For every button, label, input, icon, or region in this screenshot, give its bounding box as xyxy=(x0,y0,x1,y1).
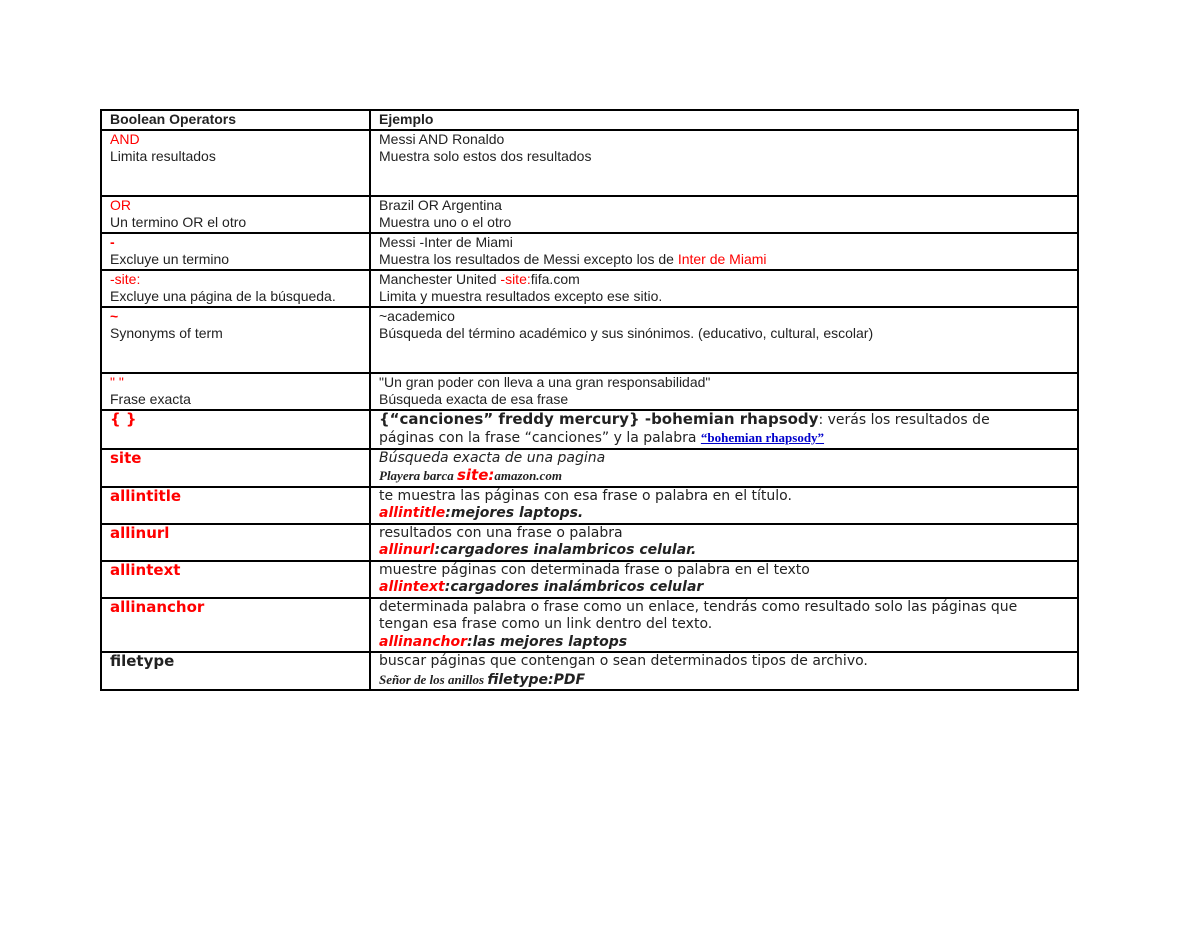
table-row xyxy=(101,487,1078,524)
example-query-op: allinanchor xyxy=(379,633,468,650)
example-cell xyxy=(370,233,1078,270)
example-query-b: filetype:PDF xyxy=(487,671,586,688)
example-cell xyxy=(370,196,1078,233)
operator-cell xyxy=(101,196,370,233)
example-text: muestre páginas con determinada frase o palabra en el texto xyxy=(379,561,810,578)
example-desc xyxy=(379,467,1071,486)
example-text xyxy=(379,411,1071,430)
operator-desc: Synonyms of term xyxy=(110,325,223,341)
example-desc: Muestra uno o el otro xyxy=(379,214,512,230)
example-text: Messi AND Ronaldo xyxy=(379,130,505,147)
header-operators: Boolean Operators xyxy=(101,110,370,130)
operator-cell xyxy=(101,561,370,598)
example-query-op: allintitle xyxy=(379,505,446,521)
operator-cell xyxy=(101,130,370,196)
operator-desc: Excluye un termino xyxy=(110,251,230,267)
example-cell xyxy=(370,598,1078,653)
example-desc: Búsqueda del término académico y sus sinónimos. (educativo, cultural, escolar) xyxy=(379,325,874,341)
example-cell xyxy=(370,652,1078,690)
example-text: "Un gran poder con lleva a una gran responsabilidad" xyxy=(379,373,711,390)
operator-name: allinanchor xyxy=(110,597,205,616)
example-cell xyxy=(370,449,1078,487)
example-desc: Limita y muestra resultados excepto ese sitio. xyxy=(379,288,663,304)
example-text-a: Manchester United xyxy=(379,270,501,287)
example-link[interactable]: “bohemian rhapsody” xyxy=(700,430,825,445)
example-desc xyxy=(379,634,1071,652)
example-text-b: fifa.com xyxy=(530,270,580,287)
example-query-b: :las mejores laptops xyxy=(467,633,628,650)
operator-cell xyxy=(101,410,370,449)
example-cell xyxy=(370,487,1078,524)
example-text: buscar páginas que contengan o sean determinados tipos de archivo. xyxy=(379,653,868,669)
example-desc xyxy=(379,542,1071,560)
operator-name: AND xyxy=(110,130,140,147)
table-row xyxy=(101,307,1078,373)
operator-cell xyxy=(101,307,370,373)
table-row xyxy=(101,233,1078,270)
operator-name: site xyxy=(110,448,142,467)
example-query-b: amazon.com xyxy=(494,468,562,483)
operator-cell xyxy=(101,233,370,270)
example-cell xyxy=(370,524,1078,561)
operator-cell xyxy=(101,449,370,487)
example-text-line2: tengan esa frase como un link dentro del texto. xyxy=(379,616,713,632)
operator-cell xyxy=(101,373,370,410)
example-cell xyxy=(370,270,1078,307)
example-cell xyxy=(370,307,1078,373)
table-header-row xyxy=(101,110,1078,130)
table-row xyxy=(101,410,1078,449)
operator-desc: Excluye una página de la búsqueda. xyxy=(110,288,336,304)
operator-cell xyxy=(101,598,370,653)
example-cell xyxy=(370,410,1078,449)
example-desc xyxy=(379,579,1071,597)
example-desc-text: páginas con la frase “canciones” y la palabra xyxy=(379,430,701,446)
operator-name: ~ xyxy=(110,307,119,324)
example-desc xyxy=(379,251,1071,269)
operator-name: allintext xyxy=(110,560,181,579)
example-rest: : verás los resultados de xyxy=(818,411,990,428)
example-desc-highlight: Inter de Miami xyxy=(677,251,767,267)
example-query-a: Playera barca xyxy=(379,468,457,483)
operator-desc: Un termino OR el otro xyxy=(110,214,247,230)
example-desc: Búsqueda exacta de esa frase xyxy=(379,391,569,407)
example-text: determinada palabra o frase como un enlace, tendrás como resultado solo las páginas que xyxy=(379,598,1018,615)
table-row xyxy=(101,449,1078,487)
table-row xyxy=(101,561,1078,598)
table-row xyxy=(101,598,1078,653)
operator-cell xyxy=(101,487,370,524)
example-query-op: allinurl xyxy=(379,542,435,558)
example-query-a: Señor de los anillos xyxy=(379,671,488,687)
example-text: Brazil OR Argentina xyxy=(379,196,502,213)
operator-name: -site: xyxy=(110,270,141,287)
example-text: ~academico xyxy=(379,307,455,324)
operator-name: - xyxy=(110,233,115,250)
example-text: te muestra las páginas con esa frase o palabra en el título. xyxy=(379,487,792,504)
operator-name: { } xyxy=(110,409,137,428)
example-desc-text: Muestra los resultados de Messi excepto los de xyxy=(379,251,678,267)
example-query-op: allintext xyxy=(379,579,445,595)
example-text xyxy=(379,271,1071,289)
example-desc: Muestra solo estos dos resultados xyxy=(379,148,592,164)
example-query: {“canciones” freddy mercury} -bohemian rhapsody xyxy=(379,409,819,428)
operator-desc: Limita resultados xyxy=(110,148,216,164)
example-query-op: site: xyxy=(456,466,495,484)
table-row xyxy=(101,270,1078,307)
example-cell xyxy=(370,561,1078,598)
example-desc xyxy=(379,505,1071,523)
example-text: Búsqueda exacta de una pagina xyxy=(379,449,606,466)
example-query-b: :cargadores inalambricos celular. xyxy=(434,542,697,558)
example-query-b: :mejores laptops. xyxy=(445,505,584,521)
example-cell xyxy=(370,130,1078,196)
example-desc xyxy=(379,429,1071,448)
example-text: resultados con una frase o palabra xyxy=(379,524,623,541)
table-row xyxy=(101,196,1078,233)
header-ejemplo: Ejemplo xyxy=(370,110,1078,130)
operator-name: " " xyxy=(110,373,124,390)
operator-desc: Frase exacta xyxy=(110,391,191,407)
operator-name: filetype xyxy=(110,652,175,670)
operator-cell xyxy=(101,524,370,561)
table-row xyxy=(101,373,1078,410)
table-row xyxy=(101,130,1078,196)
example-desc xyxy=(379,671,1071,690)
table-row xyxy=(101,652,1078,690)
example-text-op: -site: xyxy=(500,270,531,287)
operator-name: OR xyxy=(110,196,131,213)
example-cell xyxy=(370,373,1078,410)
example-text: Messi -Inter de Miami xyxy=(379,233,513,250)
operator-cell xyxy=(101,652,370,690)
table-row xyxy=(101,524,1078,561)
operator-name: allinurl xyxy=(110,523,170,542)
operator-name: allintitle xyxy=(110,486,182,505)
example-query-b: :cargadores inalámbricos celular xyxy=(444,579,704,595)
operator-cell xyxy=(101,270,370,307)
boolean-operators-table xyxy=(100,109,1079,691)
